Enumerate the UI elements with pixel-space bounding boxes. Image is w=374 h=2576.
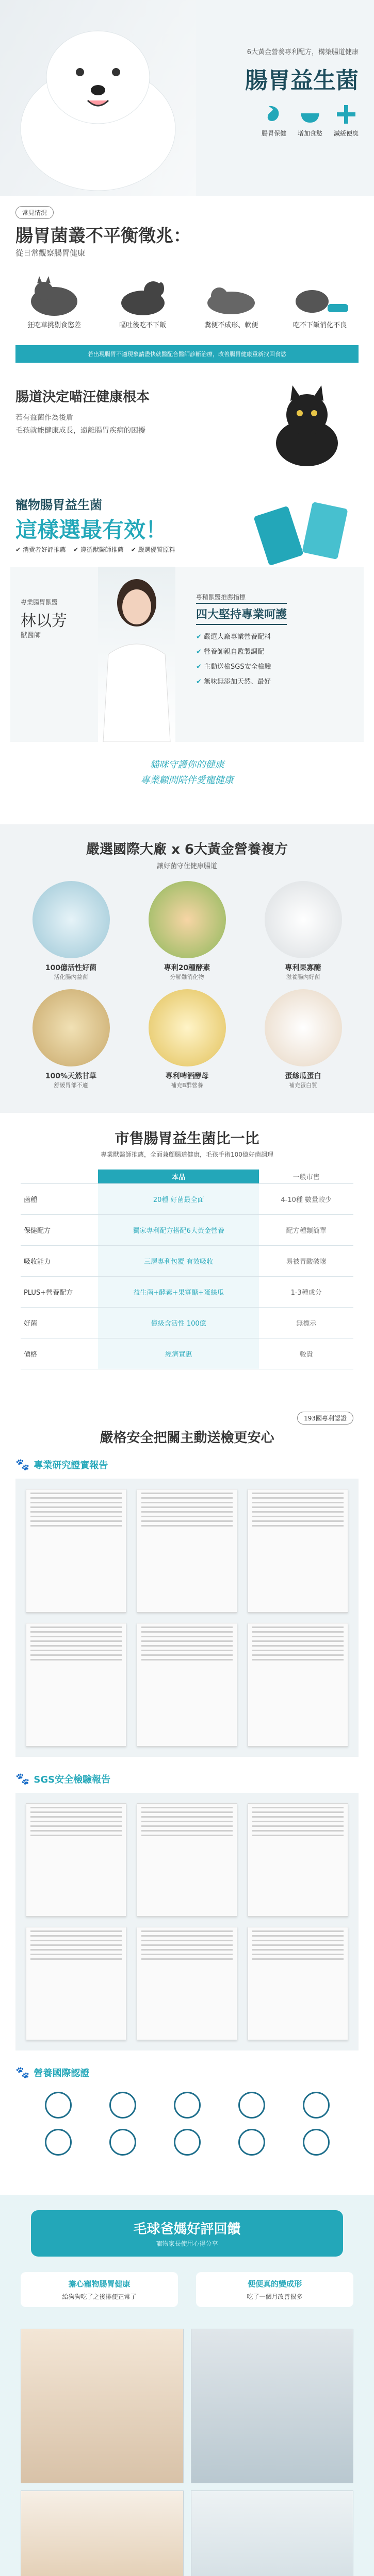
compare-header-row xyxy=(21,1170,353,1184)
table-row xyxy=(21,1308,353,1338)
advisor-item: ✔ 無味無添加天然、最好 xyxy=(196,678,271,686)
review-photo xyxy=(21,2490,184,2576)
cert-badge-icon xyxy=(45,2092,72,2119)
patent-pill: 193國專利認證 xyxy=(297,1412,353,1425)
dog-icon xyxy=(104,273,182,319)
issue-item xyxy=(281,273,359,329)
ingredient-name: 專利果寡醣 xyxy=(285,964,321,972)
report-header xyxy=(15,1458,108,1471)
row-theirs: 1-3種成分 xyxy=(259,1277,353,1308)
safety-section xyxy=(0,1401,374,2195)
ingredient-item xyxy=(18,989,124,1089)
quote-head: 便便真的變成形 xyxy=(247,2279,302,2289)
doctor-photo xyxy=(98,567,175,742)
doctor-card xyxy=(10,567,364,742)
issue-item xyxy=(15,273,93,329)
review-photo xyxy=(191,2329,354,2483)
row-ours: 獨家專利配方搭配6大黃金營養 xyxy=(98,1215,259,1246)
row-theirs: 4-10種 數量較少 xyxy=(259,1184,353,1215)
report-document xyxy=(26,1489,126,1613)
handwrite-line-1: 貓咪守護你的健康 xyxy=(150,759,224,770)
ingredient-item xyxy=(134,881,240,981)
cert-badge-icon xyxy=(45,2129,72,2156)
row-label: 好菌 xyxy=(21,1308,98,1338)
advisor-item: ✔ 營養師親自監製調配 xyxy=(196,648,265,656)
product-section xyxy=(0,484,374,824)
compare-title: 市售腸胃益生菌比一比 xyxy=(115,1130,259,1147)
report-document xyxy=(248,1489,348,1613)
product-checks xyxy=(15,545,175,554)
sgs-header xyxy=(15,1772,110,1786)
advisor-title: 四大堅持專業呵護 xyxy=(196,603,287,625)
reviews-section xyxy=(0,2195,374,2576)
reviews-banner xyxy=(31,2210,343,2257)
quote-body: 給狗狗吃了之後排便正常了 xyxy=(62,2293,137,2300)
root-line-2: 毛孩就能健康成長，遠離腸胃疾病的困擾 xyxy=(15,427,145,435)
reviews-title: 毛球爸媽好評回饋 xyxy=(133,2222,241,2237)
bowl-icon xyxy=(299,103,321,126)
review-photo xyxy=(191,2490,354,2576)
cert-badge-icon xyxy=(174,2129,201,2156)
stomach-icon xyxy=(263,103,285,126)
bowl-cat-icon xyxy=(281,273,359,319)
row-ours: 益生菌+酵素+果寡醣+蛋絲瓜 xyxy=(98,1277,259,1308)
ingredient-note: 活化腸內益菌 xyxy=(54,974,88,980)
sgs-document xyxy=(248,1803,348,1917)
table-row xyxy=(21,1215,353,1246)
issue-label: 糞便不成形、軟便 xyxy=(204,321,258,329)
cert-grid xyxy=(31,2092,343,2156)
cert-badge-icon xyxy=(303,2092,330,2119)
report-docs xyxy=(15,1479,359,1757)
table-row xyxy=(21,1338,353,1369)
review-quote-right xyxy=(196,2272,353,2307)
warning-bar xyxy=(15,345,359,363)
report-title: 專業研究證實報告 xyxy=(34,1460,108,1471)
check-icon: ✔ xyxy=(196,648,202,656)
badge-appetite-label: 增加食慾 xyxy=(297,130,322,137)
row-label: 吸收能力 xyxy=(21,1246,98,1277)
check-icon: ✔ xyxy=(196,633,202,641)
ingredients-title: 嚴選國際大廠 x 6大黃金營養複方 xyxy=(86,842,288,857)
sgs-document xyxy=(137,1927,237,2040)
advisor-item: ✔ 主動送檢SGS安全檢驗 xyxy=(196,663,271,671)
product-name: 寵物腸胃益生菌 xyxy=(15,498,102,512)
reviews-subtitle: 寵物家長使用心得分享 xyxy=(156,2240,218,2247)
issue-row xyxy=(15,273,359,329)
row-ours: 20種 好菌最全面 xyxy=(98,1184,259,1215)
issue-label: 嘔吐後吃不下飯 xyxy=(119,321,167,329)
col-ours: 本品 xyxy=(98,1170,259,1184)
product-headline: 這樣選最有效！ xyxy=(15,517,168,543)
row-ours: 三層專利包覆 有效吸收 xyxy=(98,1246,259,1277)
cert-title: 營養國際認證 xyxy=(34,2068,90,2079)
paw-icon: 🐾 xyxy=(15,1458,30,1471)
ingredient-note: 舒緩胃部不適 xyxy=(54,1082,88,1089)
egg-image xyxy=(265,989,342,1066)
compare-subtitle: 專業獸醫師推薦，全面兼顧腸道健康，毛孩手術100億好菌調理 xyxy=(101,1151,273,1158)
issue-label: 吃不下飯消化不良 xyxy=(292,321,347,329)
row-ours: 億級含活性 100億 xyxy=(98,1308,259,1338)
cert-badge-icon xyxy=(303,2129,330,2156)
cert-badge-icon xyxy=(109,2129,136,2156)
badge-odor-label: 減緩便臭 xyxy=(333,130,359,137)
ingredient-item xyxy=(250,989,356,1089)
hero-section xyxy=(0,0,374,196)
badge-odor xyxy=(334,103,359,138)
review-photo xyxy=(21,2329,184,2483)
ingredient-note: 滋養腸內好菌 xyxy=(286,974,320,980)
review-photo-grid xyxy=(21,2329,353,2576)
ingredient-note: 補充蛋白質 xyxy=(289,1082,317,1089)
sgs-title: SGS安全檢驗報告 xyxy=(34,1774,111,1785)
sad-cat-icon xyxy=(192,273,270,319)
advisor-item: ✔ 嚴選大廠專業營養配料 xyxy=(196,633,271,641)
row-label: PLUS+營養配方 xyxy=(21,1277,98,1308)
probiotic-image xyxy=(32,881,110,958)
ingredients-section xyxy=(0,824,374,1113)
compare-table xyxy=(21,1170,353,1369)
cert-header xyxy=(15,2066,89,2079)
ingredients-subtitle: 讓好菌守住健康腸道 xyxy=(156,862,217,870)
plus-icon xyxy=(335,103,357,126)
ingredient-name: 100億活性好菌 xyxy=(45,964,97,972)
row-ours: 經濟實惠 xyxy=(98,1338,259,1369)
compare-section xyxy=(0,1113,374,1401)
samoyed-illustration xyxy=(0,0,196,196)
report-document xyxy=(248,1623,348,1747)
row-theirs: 易被胃酸破壞 xyxy=(259,1246,353,1277)
issue-item xyxy=(104,273,182,329)
paw-icon: 🐾 xyxy=(15,2066,30,2079)
review-quote-left xyxy=(21,2272,178,2307)
hero-tagline: 6大黃金營養專利配方，構築腸道健康 xyxy=(247,48,359,56)
sgs-document xyxy=(137,1803,237,1917)
doctor-role: 獸醫師 xyxy=(21,632,41,639)
fruit-image xyxy=(149,881,226,958)
row-label: 菌種 xyxy=(21,1184,98,1215)
badge-gut-label: 腸胃保健 xyxy=(261,130,286,137)
ingredient-name: 專利啤酒酵母 xyxy=(165,1072,209,1080)
ingredient-item xyxy=(250,881,356,981)
ingredient-item xyxy=(18,881,124,981)
product-sachets xyxy=(250,495,353,567)
col-theirs: 一般市售 xyxy=(259,1170,353,1184)
problem-title: 腸胃菌叢不平衡徵兆： xyxy=(15,226,191,246)
cert-badge-icon xyxy=(238,2092,265,2119)
root-line-1: 若有益菌作為後盾 xyxy=(15,414,73,422)
row-label: 價格 xyxy=(21,1338,98,1369)
handwrite-line-2: 專業顧問陪伴愛寵健康 xyxy=(140,775,234,786)
row-theirs: 無標示 xyxy=(259,1308,353,1338)
quote-body: 吃了一個月改善很多 xyxy=(247,2293,303,2300)
check-item: ✔ 消費者好評推薦 xyxy=(15,546,66,553)
ingredient-item xyxy=(134,989,240,1089)
badge-appetite xyxy=(298,103,322,138)
badge-gut xyxy=(262,103,286,138)
table-row xyxy=(21,1184,353,1215)
hero-badges xyxy=(262,103,359,138)
row-label: 保健配方 xyxy=(21,1215,98,1246)
sgs-document xyxy=(248,1927,348,2040)
root-title: 腸道決定喵汪健康根本 xyxy=(15,389,150,405)
issue-item xyxy=(192,273,270,329)
ingredient-name: 蛋絲瓜蛋白 xyxy=(285,1072,321,1080)
report-document xyxy=(137,1489,237,1613)
doctor-title: 專業腸胃獸醫 xyxy=(21,599,58,606)
ingredient-grid xyxy=(18,881,356,1089)
problem-pill: 常見情況 xyxy=(15,206,54,219)
report-document xyxy=(26,1623,126,1747)
hero-title: 腸胃益生菌 xyxy=(245,67,359,94)
row-theirs: 配方種類簡單 xyxy=(259,1215,353,1246)
safety-title: 嚴格安全把關主動送檢更安心 xyxy=(100,1430,274,1446)
problem-subtitle: 從日常觀察腸胃健康 xyxy=(15,248,86,258)
cert-badge-icon xyxy=(174,2092,201,2119)
ingredient-name: 專利20種酵素 xyxy=(164,964,210,972)
sgs-document xyxy=(26,1803,126,1917)
report-document xyxy=(137,1623,237,1747)
row-theirs: 較貴 xyxy=(259,1338,353,1369)
table-row xyxy=(21,1277,353,1308)
dog-photo xyxy=(0,0,196,196)
check-icon: ✔ xyxy=(196,663,202,671)
sgs-document xyxy=(26,1927,126,2040)
yeast-image xyxy=(149,989,226,1066)
sgs-docs xyxy=(15,1793,359,2050)
licorice-image xyxy=(32,989,110,1066)
quote-head: 擔心寵物腸胃健康 xyxy=(68,2279,131,2289)
cat-icon xyxy=(15,273,93,319)
paw-icon: 🐾 xyxy=(15,1772,30,1786)
warning-text: 若出現腸胃不適現象請盡快就醫配合醫師診斷治療，改善腸胃健康重新找回食慾 xyxy=(88,351,286,358)
cert-badge-icon xyxy=(109,2092,136,2119)
check-item: ✔ 嚴選優質原料 xyxy=(131,546,175,553)
doctor-name: 林以芳 xyxy=(21,612,67,630)
issue-label: 狂吃草挑剔食慾差 xyxy=(27,321,81,329)
ingredient-name: 100%天然甘草 xyxy=(45,1072,97,1080)
table-row xyxy=(21,1246,353,1277)
advisor-list xyxy=(196,631,271,691)
advisor-label: 專精獸醫推薦指標 xyxy=(196,594,246,601)
ingredient-note: 分解難消化物 xyxy=(170,974,204,980)
powder-image xyxy=(265,881,342,958)
cert-badge-icon xyxy=(238,2129,265,2156)
check-icon: ✔ xyxy=(196,678,202,686)
black-cat-illustration xyxy=(261,381,353,474)
check-item: ✔ 遵循獸醫師推薦 xyxy=(73,546,124,553)
ingredient-note: 補充B群營養 xyxy=(171,1082,203,1089)
problem-section xyxy=(0,196,374,484)
